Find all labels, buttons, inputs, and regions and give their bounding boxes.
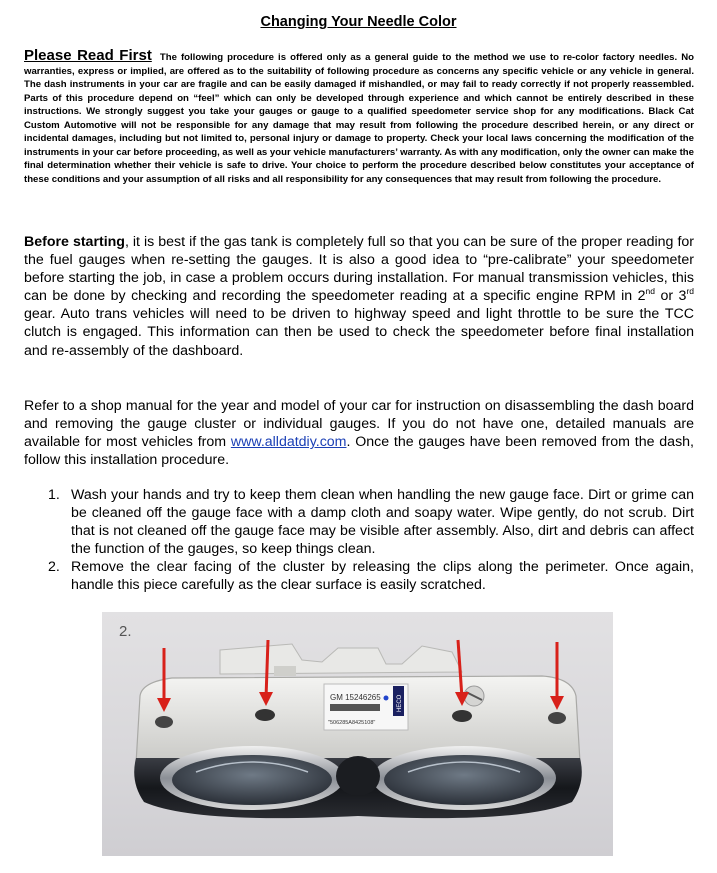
- left-gauge-pod: [160, 746, 344, 810]
- retaining-clip: [452, 710, 472, 722]
- gauge-cluster-photo: [102, 612, 613, 856]
- sticker-barcode: [330, 704, 380, 711]
- page-title: Changing Your Needle Color: [260, 14, 457, 30]
- cluster-rear-ribs: [220, 644, 462, 674]
- step-text: Wash your hands and try to keep them clean when handling the new gauge face. Dirt or grime can be cleaned off the gauge face with a damp cloth and soapy water. Wipe gently, do not scrub. Dirt that is not cleaned off the gauge face may be visible after assembly. Also, dirt and debris can affect the function of the gauges, so keep things clean.: [71, 487, 694, 558]
- step-text: Remove the clear facing of the cluster by releasing the clips along the perimeter. Once again, handle this piece carefully as the clear surface is easily scratched.: [71, 559, 694, 594]
- retaining-clip: [255, 709, 275, 721]
- gauge-cluster-illustration: [102, 612, 613, 856]
- before-starting-text-c: gear. Auto trans vehicles will need to be driven to highway speed and light throttle to be sure the TCC clutch is engaged. This information can then be used to check the speedometer before final installation and re-assembly of the dashboard.: [24, 306, 694, 359]
- photo-step-label: 2.: [119, 623, 132, 640]
- before-starting-text-a: , it is best if the gas tank is completely full so that you can be sure of the proper reading for the fuel gauges when re-setting the gauges. It is also a good idea to “pre-calibrate” your speedometer before starting the job, in case a problem occurs during installation. For manual transmission vehicles, this can be done by checking and recording the speedometer reading at a specific engine RPM in 2: [24, 234, 694, 305]
- center-bridge: [336, 756, 380, 796]
- refer-paragraph: [24, 397, 694, 469]
- retaining-clip: [155, 716, 173, 728]
- superscript-nd: nd: [645, 286, 655, 297]
- superscript-rd: rd: [686, 286, 694, 297]
- before-starting-text-b: or 3: [654, 288, 687, 305]
- right-gauge-pod: [372, 746, 556, 810]
- sticker-dot: [384, 696, 389, 701]
- arrow-line: [266, 640, 268, 698]
- retaining-clip: [548, 712, 566, 724]
- refer-text-a: Refer to a shop manual for the year and model of your car for instruction on disassembling the dash board and removing the gauge cluster or individual gauges. If you do not have one, detailed manuals are available for most vehicles from: [24, 398, 694, 451]
- brand-badge-text: HECO: [397, 694, 403, 712]
- step-item: [44, 486, 694, 558]
- part-label-sticker: [324, 684, 408, 730]
- step-number: 2.: [48, 559, 60, 576]
- step-item: [44, 558, 694, 594]
- disclaimer-paragraph: [24, 49, 694, 186]
- alldatdiy-link[interactable]: www.alldatdiy.com: [230, 434, 347, 451]
- disclaimer-body: The following procedure is offered only as a general guide to the method we use to re-color factory needles. No warranties, express or implied, are offered as to the suitability of following procedure as concerns any specific vehicle or any vehicle in general. The dash instruments in your car are fragile and can be easily damaged if mishandled, or may fail to ready correctly if not properly reassembled. Parts of this procedure depend on “feel” which can only be developed through experience and which cannot be entirely described in these instructions. We strongly suggest you take your gauges or gauge to a qualified speedometer service shop for any modifications. Black Cat Custom Automotive will not be responsible for any damage that may result from following the procedure described herein, or any direct or incidental damages, including but not limited to, personal injury or damage to property. Check your local laws concerning the modification of the instruments in your car before proceeding, as well as your vehicle manufacturers’ warranty. As with any modification, only the owner can make the final determination whether their vehicle is safe to drive. Your choice to perform the procedure described below constitutes your acceptance of these conditions and your assumption of all risks and all responsibility for any consequences that may result from following the procedure.: [24, 52, 694, 185]
- refer-text-b: . Once the gauges have been removed from the dash, follow this installation procedure.: [24, 434, 694, 469]
- before-starting-paragraph: [24, 233, 694, 360]
- sticker-serial: "506285A8425108": [328, 720, 376, 726]
- disclaimer-heading: Please Read First: [24, 47, 152, 64]
- procedure-steps: [44, 486, 694, 595]
- before-starting-lead: Before starting: [24, 234, 125, 250]
- step-number: 1.: [48, 487, 60, 503]
- sticker-part-number: GM 15246265: [330, 693, 381, 702]
- connector-tab: [274, 666, 296, 676]
